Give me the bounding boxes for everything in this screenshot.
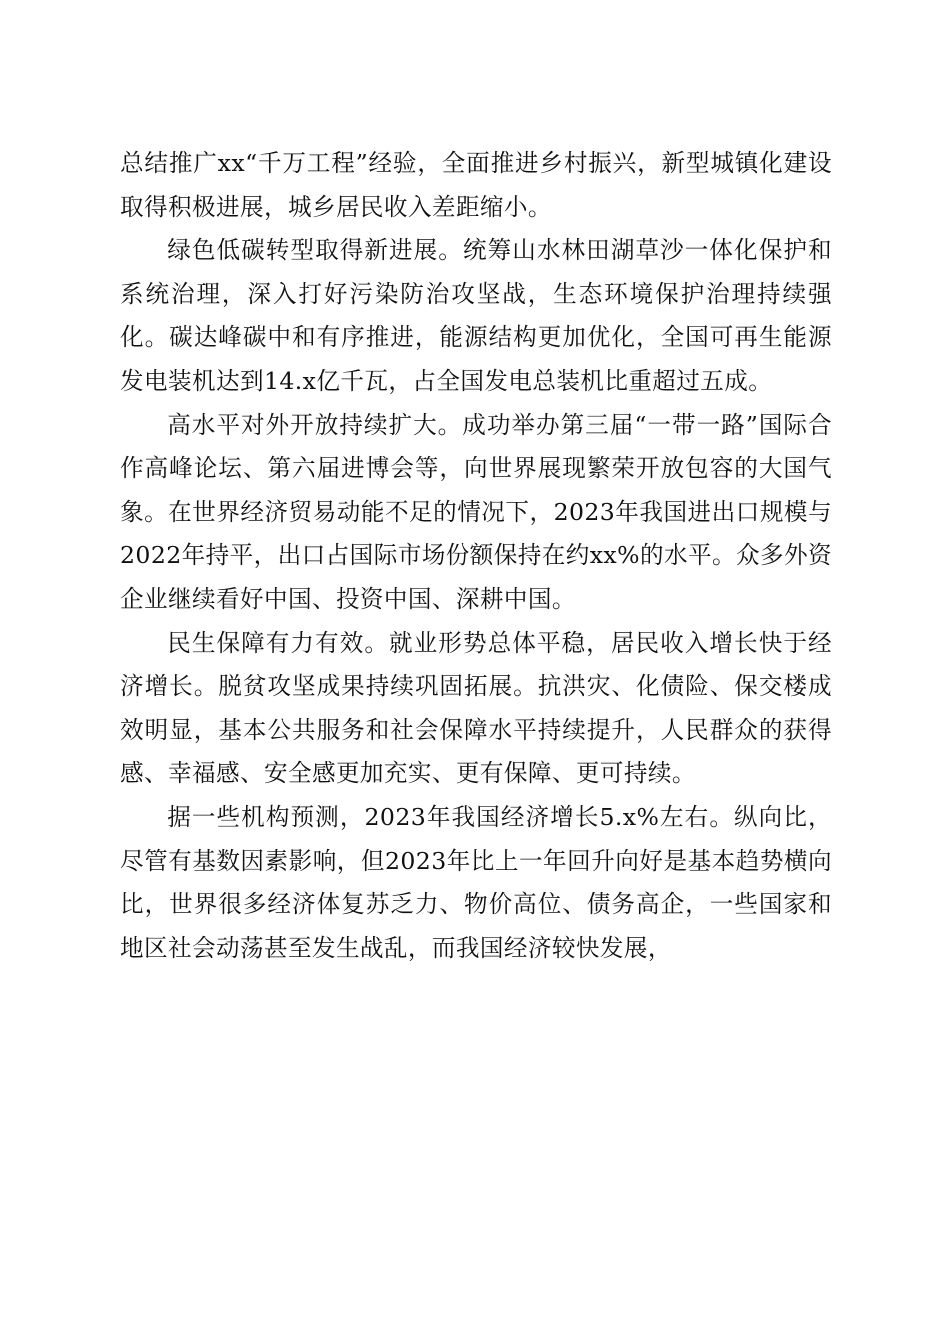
paragraph-growth-forecast: 据一些机构预测，2023年我国经济增长5.x%左右。纵向比，尽管有基数因素影响，但2023年比上一年回升向好是基本趋势横向比，世界很多经济体复苏乏力、物价高位、债务高企，一些国家和地区社会动荡甚至发生战乱，而我国经济较快发展， bbox=[120, 802, 832, 962]
paragraph-opening-up: 高水平对外开放持续扩大。成功举办第三届“一带一路”国际合作高峰论坛、第六届进博会等，向世界展现繁荣开放包容的大国气象。在世界经济贸易动能不足的情况下，2023年我国进出口规模与2022年持平，出口占国际市场份额保持在约xx%的水平。众多外资企业继续看好中国、投资中国、深耕中国。 bbox=[120, 410, 832, 613]
paragraph-livelihood: 民生保障有力有效。就业形势总体平稳，居民收入增长快于经济增长。脱贫攻坚成果持续巩固拓展。抗洪灾、化债险、保交楼成效明显，基本公共服务和社会保障水平持续提升，人民群众的获得感、幸福感、安全感更加充实、更有保障、更可持续。 bbox=[120, 628, 832, 788]
paragraph-rural-revitalization: 总结推广xx“千万工程”经验，全面推进乡村振兴，新型城镇化建设取得积极进展，城乡居民收入差距缩小。 bbox=[120, 149, 832, 221]
paragraph-green-transition: 绿色低碳转型取得新进展。统筹山水林田湖草沙一体化保护和系统治理，深入打好污染防治攻坚战，生态环境保护治理持续强化。碳达峰碳中和有序推进，能源结构更加优化，全国可再生能源发电装机达到14.x亿千瓦，占全国发电总装机比重超过五成。 bbox=[120, 236, 832, 395]
document-body bbox=[120, 142, 832, 970]
